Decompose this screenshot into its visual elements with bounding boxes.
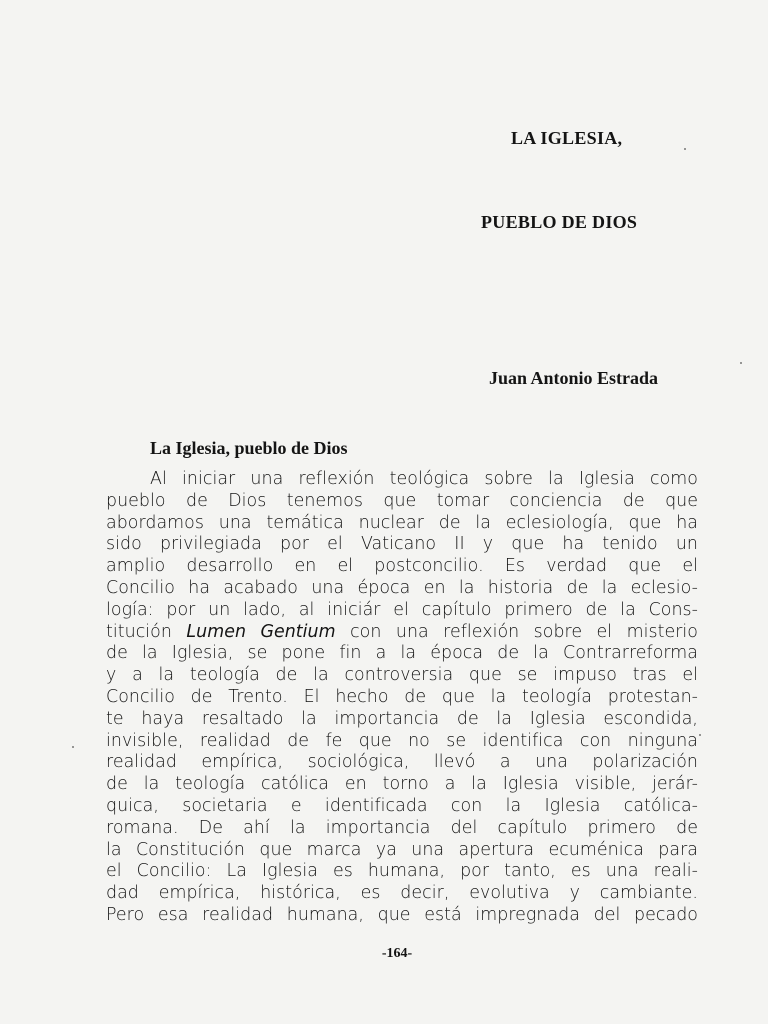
page-number: -164- <box>381 946 413 961</box>
body-line: te haya resaltado la importancia de la Iglesia escondida, <box>106 708 698 729</box>
body-line: amplio desarrollo en el postconcilio. Es verdad que el <box>106 556 698 577</box>
scan-speck <box>684 148 686 150</box>
body-line-start: titución <box>106 621 187 642</box>
scan-speck <box>699 734 701 736</box>
body-line: la Constitución que marca ya una apertura ecuménica para <box>106 839 698 860</box>
author-name: Juan Antonio Estrada <box>489 368 659 388</box>
body-line: abordamos una temática nuclear de la eclesiología, que ha <box>106 512 698 533</box>
body-line: y a la teología de la controversia que se impuso tras el <box>106 665 698 686</box>
body-line: invisible, realidad de fe que no se identifica con ninguna <box>106 730 698 751</box>
title-line-2: PUEBLO DE DIOS <box>481 212 638 232</box>
document-title-italic: Lumen Gentium <box>186 621 336 642</box>
body-paragraph <box>106 469 698 927</box>
body-line: el Concilio: La Iglesia es humana, por tanto, es una reali- <box>106 861 698 882</box>
body-line: de la teología católica en torno a la Iglesia visible, jerár- <box>106 774 698 795</box>
body-line: logía: por un lado, al iniciár el capítulo primero de la Cons- <box>106 599 698 620</box>
body-line: Al iniciar una reflexión teológica sobre la Iglesia como <box>150 469 698 489</box>
section-heading: La Iglesia, pueblo de Dios <box>150 438 348 458</box>
body-line: sido privilegiada por el Vaticano II y que ha tenido un <box>106 534 698 555</box>
body-line: quica, societaria e identificada con la Iglesia católica- <box>106 795 698 816</box>
scan-speck <box>740 362 742 364</box>
scan-speck <box>72 746 74 748</box>
body-line: pueblo de Dios tenemos que tomar conciencia de que <box>106 490 698 511</box>
body-line-mixed <box>106 622 698 644</box>
body-line: Concilio de Trento. El hecho de que la teología protestan- <box>106 686 698 707</box>
title-line-1: LA IGLESIA, <box>511 128 623 148</box>
body-line-end: con una reflexión sobre el misterio <box>335 621 698 642</box>
body-line: realidad empírica, sociológica, llevó a una polarización <box>106 752 698 773</box>
body-line: romana. De ahí la importancia del capítulo primero de <box>106 817 698 838</box>
body-line: dad empírica, histórica, es decir, evolutiva y cambiante. <box>106 883 698 904</box>
body-line: Concilio ha acabado una época en la historia de la eclesio- <box>106 577 698 598</box>
body-line: de la Iglesia, se pone fin a la época de la Contrarreforma <box>106 643 698 664</box>
body-line: Pero esa realidad humana, que está impregnada del pecado <box>106 904 698 925</box>
